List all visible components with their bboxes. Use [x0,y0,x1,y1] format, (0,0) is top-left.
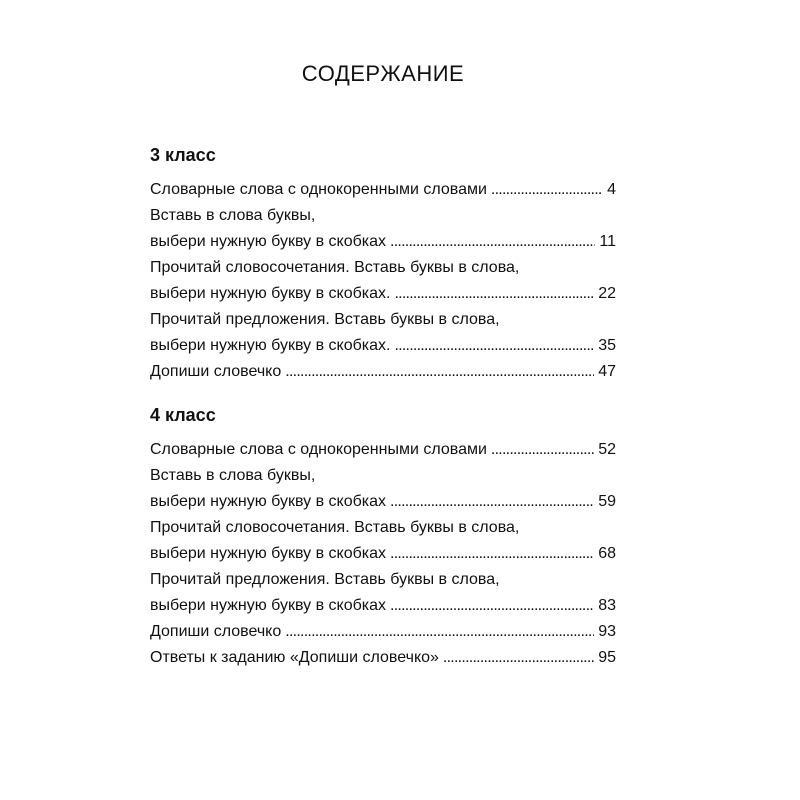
entry-title-line-1: Прочитай предложения. Вставь буквы в слова, [150,571,500,588]
dot-leader [390,593,594,619]
entry-page-number: 83 [598,597,616,614]
entry-title: Словарные слова с однокоренными словами [150,441,487,458]
toc-entry[interactable] [150,437,616,463]
dot-leader [394,333,594,359]
dot-leader [491,177,603,203]
entry-page-number: 35 [598,337,616,354]
dot-leader [394,281,594,307]
entry-title-line-1: Прочитай предложения. Вставь буквы в слова, [150,311,500,328]
entry-title-line-2: выбери нужную букву в скобках [150,233,387,250]
toc-entry[interactable] [150,255,616,307]
entry-page-number: 47 [598,363,616,380]
entry-title-line-2: выбери нужную букву в скобках [150,493,387,510]
entry-title-line-1: Прочитай словосочетания. Вставь буквы в слова, [150,519,520,536]
dot-leader [390,541,594,567]
entry-page-number: 95 [598,649,616,666]
entry-title-line-2: выбери нужную букву в скобках. [150,285,391,302]
entry-page-number: 22 [598,285,616,302]
toc-entry[interactable] [150,619,616,645]
toc-entry[interactable] [150,463,616,515]
dot-leader [285,359,594,385]
toc-entry[interactable] [150,203,616,255]
toc-entry[interactable] [150,567,616,619]
page-title: СОДЕРЖАНИЕ [301,61,465,86]
entry-title-line-2: выбери нужную букву в скобках. [150,337,391,354]
section-heading: 4 класс [150,405,216,425]
entry-title-line-2: выбери нужную букву в скобках [150,545,387,562]
entry-page-number: 11 [599,233,616,250]
entry-title: Допиши словечко [150,623,282,640]
dot-leader [285,619,594,645]
entry-page-number: 59 [598,493,616,510]
toc-entry[interactable] [150,359,616,385]
entry-title: Допиши словечко [150,363,282,380]
toc-entry[interactable] [150,645,616,671]
toc-section-grade-4 [150,403,616,671]
toc-entry[interactable] [150,307,616,359]
entry-title: Ответы к заданию «Допиши словечко» [150,649,439,666]
entry-title-line-2: выбери нужную букву в скобках [150,597,387,614]
dot-leader [491,437,594,463]
toc-entry[interactable] [150,177,616,203]
entry-title-line-1: Вставь в слова буквы, [150,207,316,224]
entry-page-number: 68 [598,545,616,562]
entry-page-number: 4 [607,181,616,198]
section-heading: 3 класс [150,145,216,165]
dot-leader [390,229,595,255]
dot-leader [443,645,594,671]
toc-entry[interactable] [150,515,616,567]
toc-section-grade-3 [150,143,616,385]
dot-leader [390,489,594,515]
entry-page-number: 52 [598,441,616,458]
entry-title-line-1: Вставь в слова буквы, [150,467,316,484]
entry-title-line-1: Прочитай словосочетания. Вставь буквы в слова, [150,259,520,276]
entry-title: Словарные слова с однокоренными словами [150,181,487,198]
entry-page-number: 93 [598,623,616,640]
